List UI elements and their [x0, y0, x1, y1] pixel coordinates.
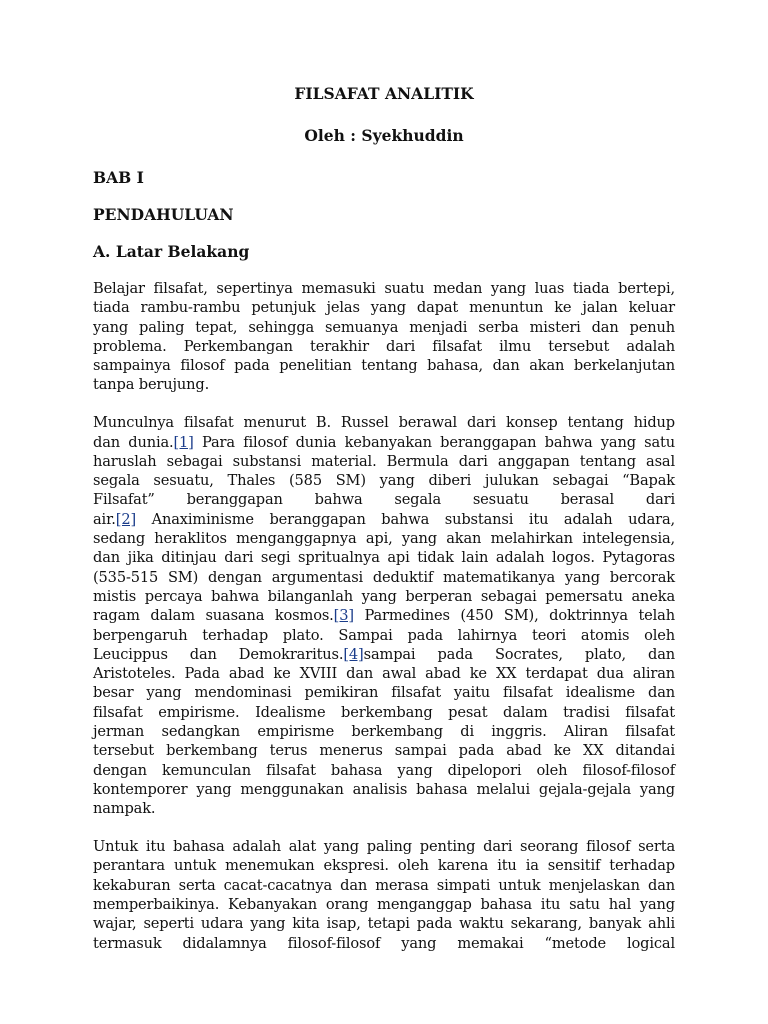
- section-heading: A. Latar Belakang: [93, 242, 250, 261]
- text-line: kekaburan serta cacat-cacatnya dan merasa simpati untuk menjelaskan dan: [93, 876, 675, 894]
- text-line: memperbaikinya. Kebanyakan orang menganggap bahasa itu satu hal yang: [93, 895, 675, 913]
- text-line: haruslah sebagai substansi material. Bermula dari anggapan tentang asal: [93, 452, 675, 470]
- text-line: Untuk itu bahasa adalah alat yang paling penting dari seorang filosof serta: [93, 838, 675, 856]
- text-line: air.[2] Anaximinisme beranggapan bahwa substansi itu adalah udara,: [93, 510, 675, 528]
- text-line: ragam dalam suasana kosmos.[3] Parmedines (450 SM), doktrinnya telah: [93, 607, 675, 625]
- text-line: dengan kemunculan filsafat bahasa yang dipelopori oleh filosof-filosof: [93, 761, 675, 779]
- footnote-link[interactable]: [4]: [343, 645, 364, 663]
- document-title: FILSAFAT ANALITIK: [294, 84, 474, 103]
- text-line: filsafat empirisme. Idealisme berkembang pesat dalam tradisi filsafat: [93, 703, 675, 721]
- text-line: sampainya filosof pada penelitian tentang bahasa, dan akan berkelanjutan: [93, 357, 675, 375]
- document-author: Oleh : Syekhuddin: [304, 126, 464, 145]
- text-line: problema. Perkembangan terakhir dari filsafat ilmu tersebut adalah: [93, 337, 675, 355]
- text-line: tiada rambu-rambu petunjuk jelas yang dapat menuntun ke jalan keluar: [93, 299, 675, 317]
- text-line: sedang heraklitos menganggapnya api, yang akan melahirkan intelegensia,: [93, 530, 675, 548]
- chapter-title: PENDAHULUAN: [93, 205, 234, 224]
- text-line: Leucippus dan Demokraritus.[4]sampai pada Socrates, plato, dan: [93, 645, 675, 663]
- footnote-link[interactable]: [1]: [173, 433, 194, 451]
- text-line: (535-515 SM) dengan argumentasi deduktif matematikanya yang bercorak: [93, 568, 675, 586]
- body-text: [93, 279, 675, 953]
- text-line: termasuk didalamnya filosof-filosof yang memakai “metode logical: [93, 934, 675, 952]
- paragraph: [93, 413, 675, 818]
- text-line: segala sesuatu, Thales (585 SM) yang diberi julukan sebagai “Bapak: [93, 472, 675, 490]
- chapter-number: BAB I: [93, 168, 144, 187]
- text-line: kontemporer yang menggunakan analisis bahasa melalui gejala-gejala yang: [93, 780, 675, 798]
- text-line: yang paling tepat, sehingga semuanya menjadi serba misteri dan penuh: [93, 318, 675, 336]
- text-line: dan dunia.[1] Para filosof dunia kebanyakan beranggapan bahwa yang satu: [93, 433, 675, 451]
- paragraph: [93, 837, 675, 953]
- text-line: Filsafat” beranggapan bahwa segala sesuatu berasal dari: [93, 491, 675, 509]
- paragraph: [93, 279, 675, 395]
- text-line: Belajar filsafat, sepertinya memasuki suatu medan yang luas tiada bertepi,: [93, 280, 675, 297]
- footnote-link[interactable]: [2]: [115, 510, 137, 528]
- text-line: tanpa berujung.: [93, 376, 210, 394]
- text-line: dan jika ditinjau dari segi spritualnya api tidak lain adalah logos. Pytagoras: [93, 549, 675, 567]
- text-line: perantara untuk menemukan ekspresi. oleh karena itu ia sensitif terhadap: [93, 857, 675, 875]
- text-line: wajar, seperti udara yang kita isap, tetapi pada waktu sekarang, banyak ahli: [93, 915, 675, 933]
- text-line: Aristoteles. Pada abad ke XVIII dan awal abad ke XX terdapat dua aliran: [93, 665, 675, 683]
- text-line: jerman sedangkan empirisme berkembang di inggris. Aliran filsafat: [93, 723, 675, 741]
- footnote-link[interactable]: [3]: [333, 607, 354, 625]
- text-line: besar yang mendominasi pemikiran filsafat yaitu filsafat idealisme dan: [93, 684, 675, 702]
- text-line: berpengaruh terhadap plato. Sampai pada lahirnya teori atomis oleh: [93, 626, 675, 644]
- document-page: [93, 84, 675, 971]
- text-line: tersebut berkembang terus menerus sampai pada abad ke XX ditandai: [93, 742, 675, 760]
- text-line: Munculnya filsafat menurut B. Russel berawal dari konsep tentang hidup: [93, 414, 675, 432]
- text-line: mistis percaya bahwa bilanganlah yang berperan sebagai pemersatu aneka: [93, 587, 675, 605]
- text-line: nampak.: [93, 800, 156, 818]
